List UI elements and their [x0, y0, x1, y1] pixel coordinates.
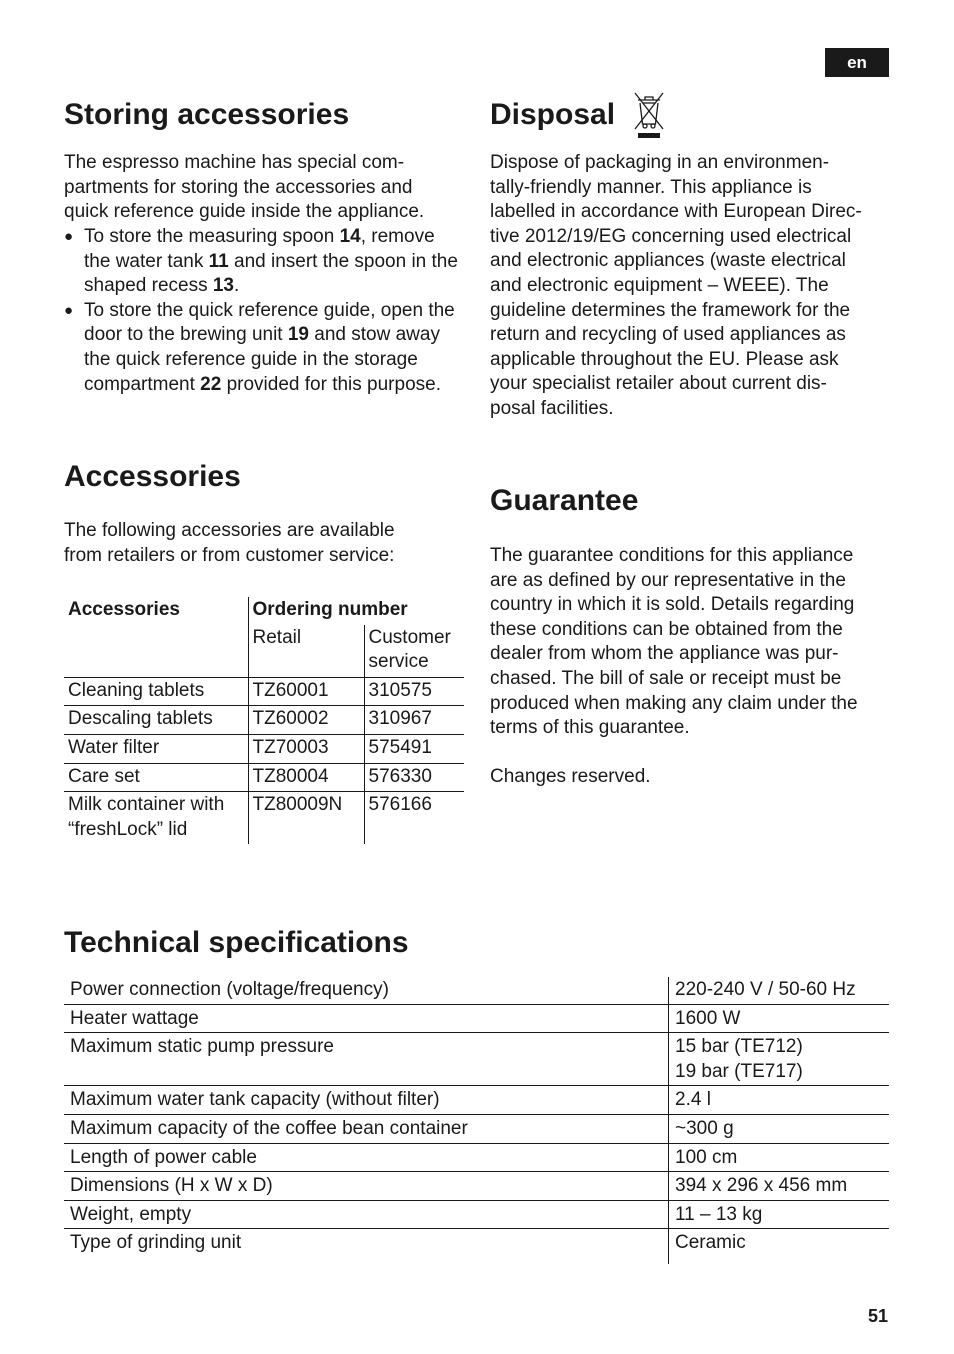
disposal-heading: Disposal: [490, 98, 616, 131]
bullet-text: To store the quick reference guide, open the door to the brewing unit: [84, 299, 455, 346]
spec-label: Dimensions (H x W x D): [64, 1172, 669, 1201]
ref-number: 14: [339, 226, 361, 247]
spec-value: Ceramic: [669, 1229, 890, 1264]
table-row: [64, 1143, 889, 1172]
table-row: [64, 1033, 889, 1086]
retail-number: TZ60002: [248, 706, 364, 735]
col-header-retail: Retail: [248, 625, 364, 678]
table-row: [64, 734, 464, 763]
ref-number: 22: [200, 373, 222, 395]
accessory-name: Cleaning tablets: [64, 677, 248, 706]
bullet-text: To store the measuring spoon: [84, 226, 340, 247]
retail-number: TZ80004: [248, 763, 364, 792]
table-row: [64, 1200, 889, 1229]
storing-bullet-list: [64, 225, 464, 397]
guarantee-body: The guarantee conditions for this appliance are as defined by our representative in the country in which it is sold. Details regarding these conditions can be obtained from the dealer from whom the appliance was pur- chased. The bill of sale or receipt must be produced when making any claim under the terms of this guarantee.: [490, 545, 858, 739]
customer-number: 575491: [364, 734, 464, 763]
table-row: [64, 677, 464, 706]
accessories-table: [64, 597, 464, 844]
guarantee-heading: Guarantee: [490, 484, 639, 517]
storing-bullet-2: [64, 299, 464, 397]
table-row: [64, 706, 464, 735]
accessories-intro: The following accessories are available from retailers or from customer service:: [64, 520, 395, 566]
bullet-text: and stow away the quick reference guide in the storage compartment: [84, 324, 440, 395]
bullet-icon: ●: [64, 301, 74, 319]
crossed-bin-icon: [628, 90, 670, 140]
language-tab: en: [825, 48, 889, 77]
table-row: [64, 792, 464, 845]
changes-reserved: Changes reserved.: [490, 766, 651, 787]
spec-value: 11 – 13 kg: [669, 1200, 890, 1229]
accessories-heading: Accessories: [64, 460, 241, 493]
ref-number: 13: [212, 275, 234, 297]
table-header-row: [64, 597, 464, 625]
col-header-ordering-number: Ordering number: [248, 597, 464, 625]
disposal-body: Dispose of packaging in an environmen- tally-friendly manner. This appliance is labelled in accordance with European Direc- tive 2012/19/EG concerning used electrical and electronic appliances (waste electrical and electronic equipment – WEEE). The guideline determines the framework for the return and recycling of used appliances as applicable throughout the EU. Please ask your specialist retailer about current dis- posal facilities.: [490, 152, 862, 419]
technical-specifications-table: [64, 977, 889, 1264]
table-row: [64, 1004, 889, 1033]
retail-number: TZ80009N: [248, 792, 364, 845]
bullet-text: provided for this purpose.: [221, 373, 441, 395]
spec-label: Heater wattage: [64, 1004, 669, 1033]
ref-number: 19: [287, 324, 309, 346]
spec-value: 1600 W: [669, 1004, 890, 1033]
spec-value: ~300 g: [669, 1114, 890, 1143]
spec-label: Power connection (voltage/frequency): [70, 979, 389, 1000]
storing-bullet-1: [64, 225, 464, 299]
spec-value: 100 cm: [669, 1143, 890, 1172]
col-header-accessories: Accessories: [68, 599, 180, 620]
spec-label: Type of grinding unit: [64, 1229, 669, 1264]
storing-intro: The espresso machine has special com- partments for storing the accessories and quick reference guide inside the appliance.: [64, 152, 425, 223]
spec-label: Length of power cable: [64, 1143, 669, 1172]
bullet-text: , remove the water tank: [84, 226, 435, 272]
ref-number: 11: [208, 250, 229, 272]
accessory-name: Care set: [64, 763, 248, 792]
bullet-icon: ●: [64, 228, 74, 245]
customer-number: 310967: [364, 706, 464, 735]
table-row: [64, 1114, 889, 1143]
table-row: [64, 763, 464, 792]
spec-value: 15 bar (TE712) 19 bar (TE717): [669, 1033, 890, 1086]
customer-number: 576166: [364, 792, 464, 845]
table-row: [64, 1172, 889, 1201]
bullet-text: and insert the spoon in the shaped recess: [84, 250, 458, 297]
spec-value: 2.4 l: [669, 1086, 890, 1115]
spec-value: 394 x 296 x 456 mm: [669, 1172, 890, 1201]
spec-value: 220-240 V / 50-60 Hz: [669, 977, 890, 1004]
spec-label: Maximum capacity of the coffee bean container: [64, 1114, 669, 1143]
storing-accessories-heading: Storing accessories: [64, 98, 350, 131]
accessory-name: Water filter: [64, 734, 248, 763]
accessory-name: Descaling tablets: [64, 706, 248, 735]
spec-label: Weight, empty: [64, 1200, 669, 1229]
customer-number: 310575: [364, 677, 464, 706]
table-row: [64, 1086, 889, 1115]
spec-label: Maximum static pump pressure: [64, 1033, 669, 1086]
accessory-name: Milk container with “freshLock” lid: [64, 792, 248, 845]
technical-specifications-heading: Technical specifications: [64, 926, 409, 959]
page-number: 51: [868, 1306, 889, 1326]
customer-number: 576330: [364, 763, 464, 792]
retail-number: TZ60001: [248, 677, 364, 706]
col-header-customer-service: Customer service: [364, 625, 464, 678]
bullet-text: .: [234, 275, 240, 297]
table-row: [64, 977, 889, 1004]
table-row: [64, 1229, 889, 1264]
retail-number: TZ70003: [248, 734, 364, 763]
spec-label: Maximum water tank capacity (without filter): [64, 1086, 669, 1115]
